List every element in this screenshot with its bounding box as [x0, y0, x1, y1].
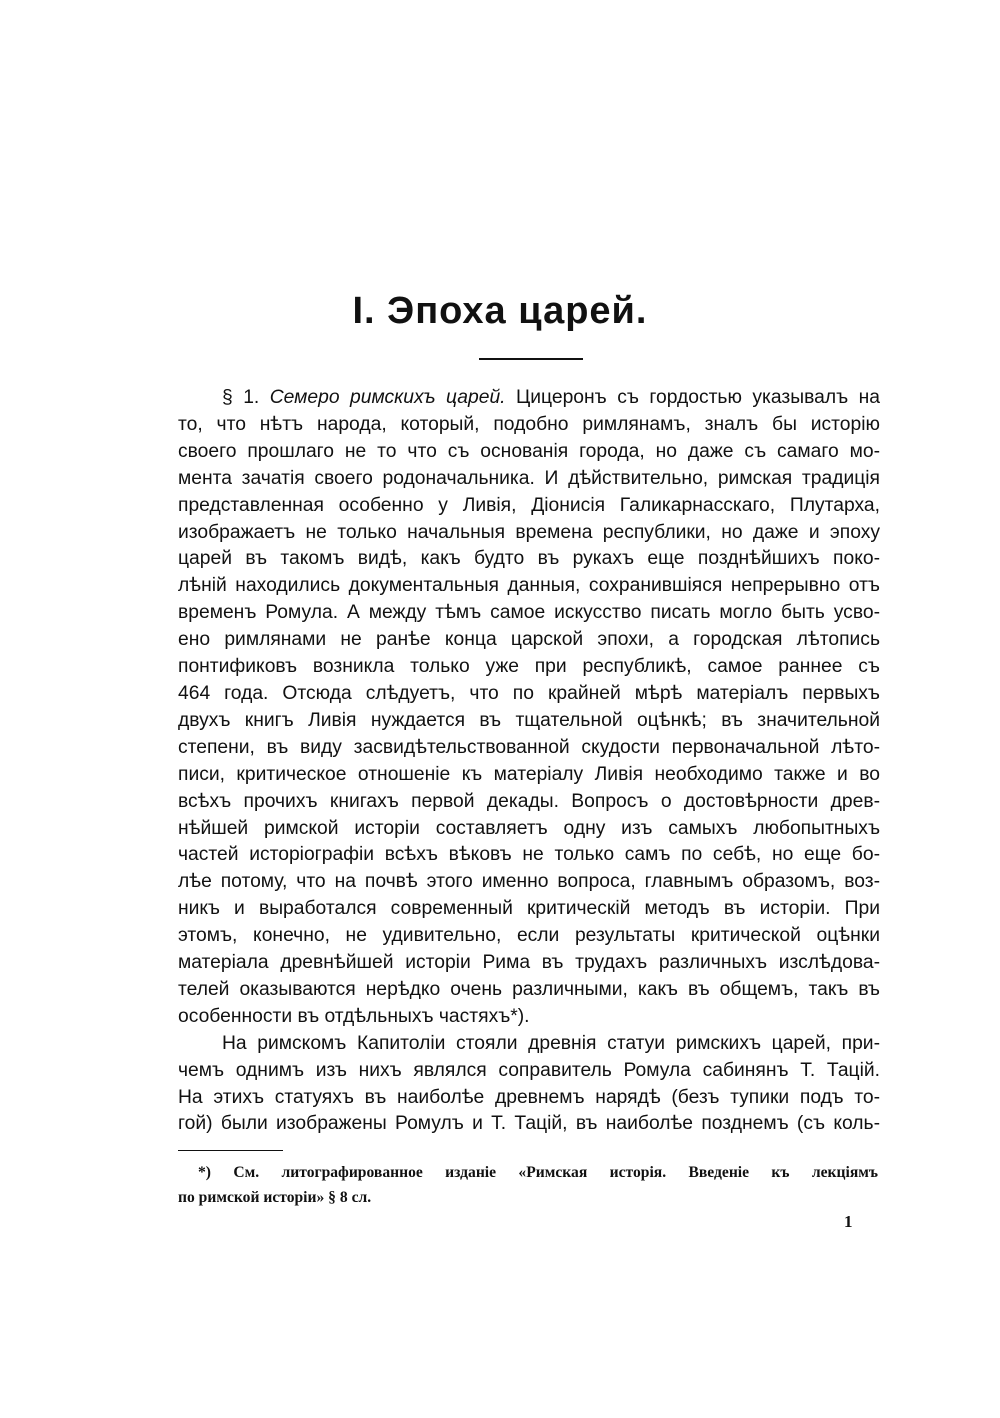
text-line: лѣе потому, что на почвѣ этого именно вопроса, главнымъ образомъ, воз- — [178, 871, 880, 893]
text-line: этомъ, конечно, не удивительно, если результаты критической оцѣнки — [178, 925, 880, 947]
title-divider — [479, 358, 583, 360]
footnote — [178, 1160, 878, 1210]
text-line: чемъ однимъ изъ нихъ являлся соправитель Ромула сабинянъ Т. Тацій. — [178, 1059, 880, 1081]
chapter-title: I. Эпоха царей. — [352, 290, 648, 332]
text-line: телей оказываются нерѣдко очень различными, какъ въ общемъ, такъ въ — [178, 978, 880, 1000]
text-line: степени, въ виду засвидѣтельствованной скудости первоначальной лѣто- — [178, 736, 880, 758]
text-line: ено римлянами не ранѣе конца царской эпохи, а городская лѣтопись — [178, 629, 880, 651]
page-number: 1 — [844, 1212, 853, 1231]
text-line: особенности въ отдѣльныхъ частяхъ*). — [178, 1005, 530, 1027]
section-first-line — [178, 385, 880, 412]
text-line: На римскомъ Капитоліи стояли древнія статуи римскихъ царей, при- — [222, 1032, 880, 1054]
text-line: никъ и выработался современный критическій методъ въ исторіи. При — [178, 898, 880, 920]
text-line: мента зачатія своего родоначальника. И дѣйствительно, римская традиція — [178, 467, 880, 489]
section-heading: Семеро римскихъ царей. — [269, 387, 506, 408]
text-line: матеріала древнѣйшей исторіи Рима въ трудахъ различныхъ изслѣдова- — [178, 952, 880, 974]
text-line: то, что нѣтъ народа, который, подобно римлянамъ, зналъ бы исторію — [178, 413, 880, 435]
text-line: временъ Ромула. А между тѣмъ самое искусство писать могло быть усво- — [178, 602, 880, 624]
text-line: гой) были изображены Ромулъ и Т. Тацій, въ наиболѣе позднемъ (съ коль- — [178, 1113, 880, 1135]
text-line: двухъ книгъ Ливія нуждается въ тщательной оцѣнкѣ; въ значительной — [178, 709, 880, 731]
text-line: изображаетъ не только начальныя времена республики, но даже и эпоху — [178, 521, 880, 543]
text-line: На этихъ статуяхъ въ наиболѣе древнемъ нарядѣ (безъ тупики подъ то- — [178, 1086, 880, 1108]
paragraph-2 — [178, 1031, 880, 1139]
text-line: царей въ такомъ видѣ, какъ будто въ рукахъ еще позднѣйшихъ поко- — [178, 548, 880, 570]
text-line: писи, критическое отношеніе къ матеріалу Ливія необходимо также и во — [178, 763, 880, 785]
text-line: понтификовъ возникла только уже при республикѣ, самое раннее съ — [178, 656, 880, 678]
footnote-divider — [178, 1150, 283, 1151]
section-first-line-text: Цицеронъ съ гордостью указывалъ на — [516, 387, 880, 408]
text-line: 464 года. Отсюда слѣдуетъ, что по крайней мѣрѣ матеріалъ первыхъ — [178, 682, 880, 704]
text-line: своего прошлаго не то что съ основанія города, но даже съ самаго мо- — [178, 440, 880, 462]
text-line: нѣйшей римской исторіи составляетъ одну изъ самыхъ любопытныхъ — [178, 817, 880, 839]
text-line: лѣній находились документальныя данныя, сохранившіяся непрерывно отъ — [178, 575, 880, 597]
main-text — [178, 385, 880, 1138]
text-line: всѣхъ прочихъ книгахъ первой декады. Вопросъ о достовѣрности древ- — [178, 790, 880, 812]
section-number: § 1. — [222, 387, 260, 408]
footnote-line: по римской исторіи» § 8 сл. — [178, 1189, 372, 1206]
footnote-line: *) См. литографированное изданіе «Римская исторія. Введеніе къ лекціямъ — [198, 1164, 878, 1181]
text-line: частей исторіографіи всѣхъ вѣковъ не только самъ по себѣ, но еще бо- — [178, 844, 880, 866]
text-line: представленная особенно у Ливія, Діонисія Галикарнасскаго, Плутарха, — [178, 494, 880, 516]
paragraph-1 — [178, 412, 880, 1031]
